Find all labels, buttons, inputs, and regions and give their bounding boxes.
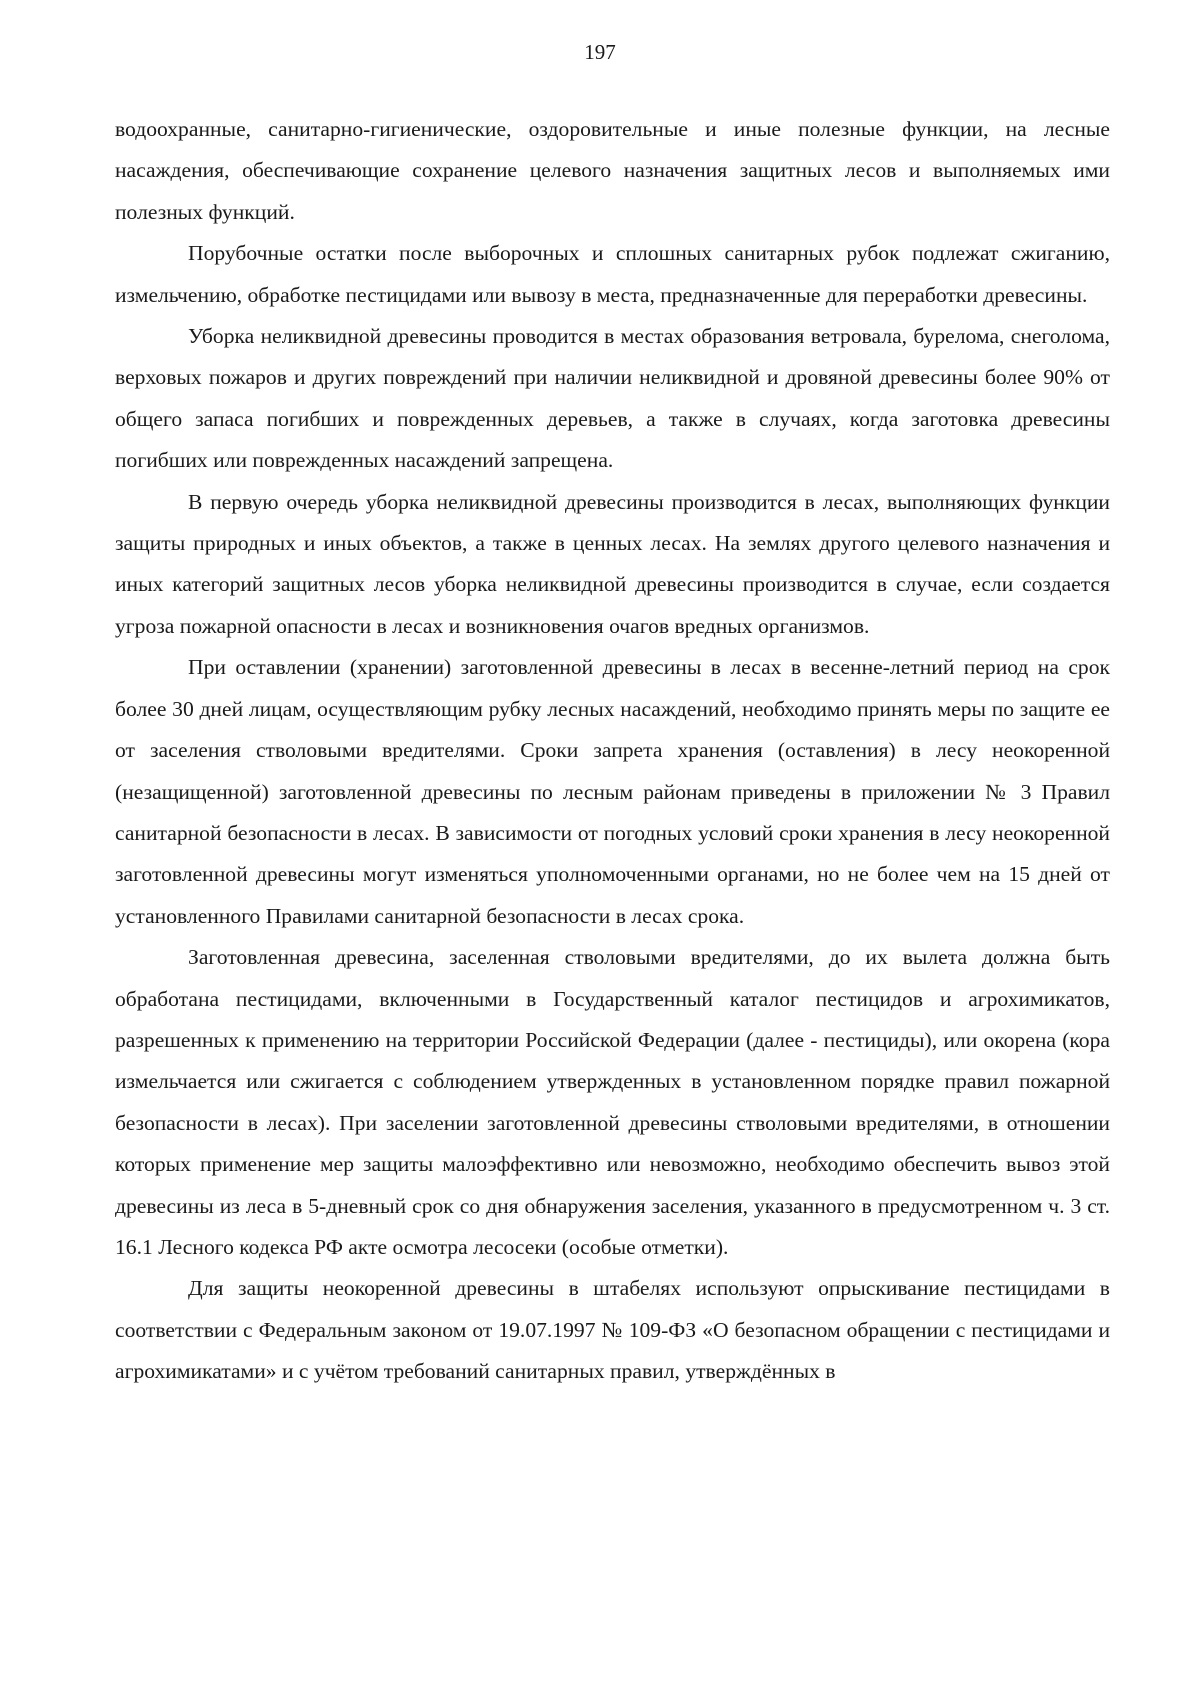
document-body <box>115 109 1110 1393</box>
paragraph-6: Заготовленная древесина, заселенная стволовыми вредителями, до их вылета должна быть обработана пестицидами, включенными в Государственный каталог пестицидов и агрохимикатов, разрешенных к применению на территории Российской Федерации (далее - пестициды), или окорена (кора измельчается или сжигается с соблюдением утвержденных в установленном порядке правил пожарной безопасности в лесах). При заселении заготовленной древесины стволовыми вредителями, в отношении которых применение мер защиты малоэффективно или невозможно, необходимо обеспечить вывоз этой древесины из леса в 5-дневный срок со дня обнаружения заселения, указанного в предусмотренном ч. 3 ст. 16.1 Лесного кодекса РФ акте осмотра лесосеки (особые отметки). <box>115 945 1110 1259</box>
paragraph-1: водоохранные, санитарно-гигиенические, оздоровительные и иные полезные функции, на лесные насаждения, обеспечивающие сохранение целевого назначения защитных лесов и выполняемых ими полезных функций. <box>115 117 1110 224</box>
page-number: 197 <box>584 40 616 64</box>
paragraph-3: Уборка неликвидной древесины проводится в местах образования ветровала, бурелома, снеголома, верховых пожаров и других повреждений при наличии неликвидной и дровяной древесины более 90% от общего запаса погибших и поврежденных деревьев, а также в случаях, когда заготовка древесины погибших или поврежденных насаждений запрещена. <box>115 324 1110 473</box>
paragraph-4: В первую очередь уборка неликвидной древесины производится в лесах, выполняющих функции защиты природных и иных объектов, а также в ценных лесах. На землях другого целевого назначения и иных категорий защитных лесов уборка неликвидной древесины производится в случае, если создается угроза пожарной опасности в лесах и возникновения очагов вредных организмов. <box>115 489 1110 638</box>
paragraph-5: При оставлении (хранении) заготовленной древесины в лесах в весенне-летний период на срок более 30 дней лицам, осуществляющим рубку лесных насаждений, необходимо принять меры по защите ее от заселения стволовыми вредителями. Сроки запрета хранения (оставления) в лесу неокоренной (незащищенной) заготовленной древесины по лесным районам приведены в приложении № 3 Правил санитарной безопасности в лесах. В зависимости от погодных условий сроки хранения в лесу неокоренной заготовленной древесины могут изменяться уполномоченными органами, но не более чем на 15 дней от установленного Правилами санитарной безопасности в лесах срока. <box>115 655 1110 928</box>
paragraph-7: Для защиты неокоренной древесины в штабелях используют опрыскивание пестицидами в соответствии с Федеральным законом от 19.07.1997 № 109-ФЗ «О безопасном обращении с пестицидами и агрохимикатами» и с учётом требований санитарных правил, утверждённых в <box>115 1276 1110 1384</box>
paragraph-2: Порубочные остатки после выборочных и сплошных санитарных рубок подлежат сжиганию, измельчению, обработке пестицидами или вывозу в места, предназначенные для переработки древесины. <box>115 241 1110 307</box>
